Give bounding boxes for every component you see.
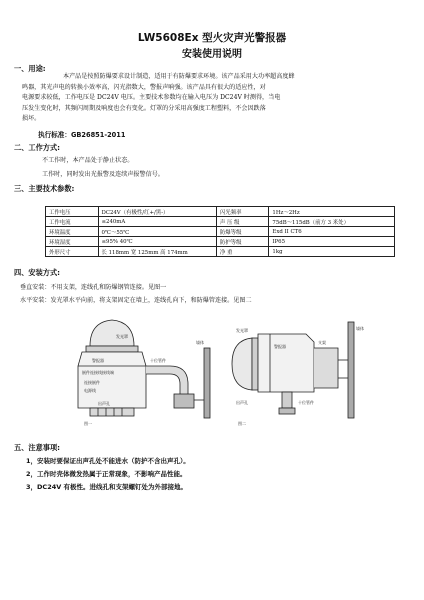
fig2-label-wall: 墙体 xyxy=(356,326,364,331)
usage-line: 电源要求较低，工作电压是 DC24V 电压。主要技术参数均在输入电压为 DC24V 时测得，当电 xyxy=(22,94,281,101)
section-install-heading: 四、安装方式: xyxy=(14,268,60,277)
table-cell: IP65 xyxy=(269,237,395,247)
spec-table xyxy=(45,206,395,257)
table-cell: 声 压 级 xyxy=(216,217,269,227)
fig2-label-sound-hole: 出声孔 xyxy=(236,400,248,405)
fig1-label-wall: 墙体 xyxy=(196,340,204,345)
table-cell: 净 重 xyxy=(216,247,269,257)
mode-line: 工作时，同时发出光报警及连续声报警信号。 xyxy=(42,171,164,178)
figure-vertical-install xyxy=(70,308,230,428)
table-row xyxy=(46,207,395,217)
table-cell: 工作电流 xyxy=(46,217,99,227)
fig2-label-bracket: 支架 xyxy=(318,340,326,345)
document-subtitle: 安装使用说明 xyxy=(182,49,242,60)
table-cell: 防爆等级 xyxy=(216,227,269,237)
usage-line: 损坏。 xyxy=(22,115,41,122)
table-row xyxy=(46,247,395,257)
table-cell: 0℃～55℃ xyxy=(98,227,216,237)
note-item: 2，工作时壳体微发热属于正常现象，不影响产品性能。 xyxy=(26,470,187,478)
fig1-label-sound-hole: 出声孔 xyxy=(98,401,110,406)
usage-line: 压发生变化时，其频闪周期及响度也会有变化。灯罩的分采用高强度工程塑料，不会因跌落 xyxy=(22,104,266,112)
table-cell: ≤240mA xyxy=(98,217,216,227)
note-item: 3，DC24V 有极性。进线孔和支架螺钉处为外部接地。 xyxy=(26,483,188,491)
fig2-label-alarm: 警报器 xyxy=(274,344,286,349)
fig2-caption: 图二 xyxy=(238,421,246,426)
table-cell: Exd II CT6 xyxy=(269,227,395,237)
fig1-label-power: 电源线 xyxy=(84,388,96,393)
fig1-label-cover: 发光罩 xyxy=(116,334,128,339)
fig1-label-alarm: 警报器 xyxy=(92,358,104,363)
table-cell: 环境温度 xyxy=(46,227,99,237)
fig2-label-pipe: 十位管件 xyxy=(298,400,314,405)
table-cell: 1kg xyxy=(269,247,395,257)
section-mode-heading: 二、工作方式: xyxy=(14,143,60,152)
table-cell: DC24V（有极性/红+/黑-） xyxy=(98,207,216,217)
note-item: 1，安装时要保证出声孔处不能进水（防护不含出声孔）。 xyxy=(26,457,190,465)
fig1-caption: 图一 xyxy=(84,421,92,426)
table-cell: 外形尺寸 xyxy=(46,247,99,257)
table-cell: 1Hz～2Hz xyxy=(269,207,395,217)
usage-line: 本产品是按照防爆要求设计制造，适用于有防爆要求环境。该产品采用大功率超高度蜂 xyxy=(63,73,295,80)
section-usage-heading: 一、用途: xyxy=(14,64,46,73)
fig1-label-fitting: 连接嵌件 xyxy=(84,380,100,385)
table-cell: 环境湿度 xyxy=(46,237,99,247)
table-cell: 工作电压 xyxy=(46,207,99,217)
figure-horizontal-install xyxy=(230,308,380,428)
table-cell: 长 118mm 宽 125mm 高 174mm xyxy=(98,247,216,257)
table-row xyxy=(46,217,395,227)
install-line: 垂直安装：不用支架，连线孔和防爆钢管连接。见图一 xyxy=(20,284,167,291)
table-row xyxy=(46,227,395,237)
table-cell: 闪光频率 xyxy=(216,207,269,217)
install-line: 水平安装：发光罩水平向前，将支架固定在墙上，连线孔向下，和防爆管连接。见图二 xyxy=(20,297,252,304)
document-title: LW5608Ex 型火灾声光警报器 xyxy=(137,32,287,44)
table-cell: 75dB～115dB（前方 3 米处） xyxy=(269,217,395,227)
fig2-label-cover: 发光罩 xyxy=(236,328,248,333)
table-cell: ≤95% 40℃ xyxy=(98,237,216,247)
standard-reference: 执行标准：GB26851-2011 xyxy=(38,131,126,139)
fig1-label-pipe: 十位管件 xyxy=(150,358,166,363)
table-cell: 防护等级 xyxy=(216,237,269,247)
fig1-label-terminal: 嵌件连接线接线端 xyxy=(82,370,114,375)
section-notes-heading: 五、注意事项: xyxy=(14,443,60,452)
mode-line: 不工作时，本产品处于静止状态。 xyxy=(42,157,134,164)
section-params-heading: 三、主要技术参数: xyxy=(14,184,75,193)
table-row xyxy=(46,237,395,247)
usage-line: 鸣器，其光声电的转换小效率高，闪光指数大，警报声响强。该产品具有很大的适应性，对 xyxy=(22,83,266,91)
